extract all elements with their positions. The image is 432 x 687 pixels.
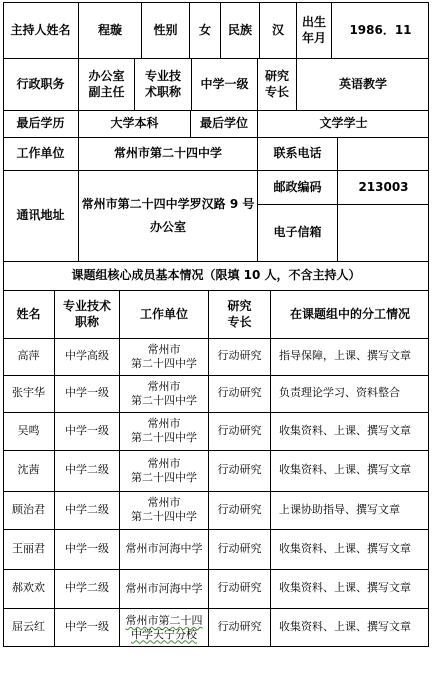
member-unit-line-2: 第二十四中学 [131, 510, 197, 523]
member-unit [120, 375, 208, 412]
address-line-1: 常州市第二十四中学罗汉路 9 号 [81, 196, 255, 211]
member-unit-line-1: 常州市 [147, 342, 181, 356]
birth-value: 1986．11 [349, 22, 412, 37]
address-label: 通讯地址 [16, 208, 65, 223]
member-unit [120, 338, 208, 375]
members-header-name: 姓名 [16, 306, 41, 321]
member-title: 中学二级 [65, 581, 109, 595]
postcode-value: 213003 [358, 179, 409, 194]
member-specialty: 行动研究 [217, 502, 262, 516]
member-name: 王丽君 [12, 541, 45, 555]
email-label: 电子信箱 [273, 225, 322, 240]
members-header-role: 在课题组中的分工情况 [289, 306, 410, 321]
host-name-value: 程璇 [97, 22, 122, 37]
member-name: 高萍 [17, 349, 40, 363]
member-unit-line-1: 常州市 [147, 496, 181, 510]
members-header-specialty-line-1: 研究 [227, 298, 252, 313]
phone-value [338, 137, 429, 170]
member-role: 收集资料、上课、撰写文章 [279, 541, 411, 555]
ethnicity-value: 汉 [271, 22, 284, 37]
admin-position-value [79, 58, 134, 110]
specialty-label [258, 58, 296, 110]
member-unit-line-2: 第二十四中学 [131, 470, 197, 484]
degree-label: 最后学位 [199, 116, 248, 131]
member-title: 中学二级 [65, 502, 109, 516]
member-unit-line-2: 第二十四中学 [131, 393, 197, 407]
member-specialty: 行动研究 [217, 620, 262, 634]
member-unit [120, 529, 208, 569]
member-unit-line-1: 常州市第二十四 [125, 613, 203, 627]
pro-title-label-line-2: 术职称 [144, 85, 181, 99]
specialty-label-line-1: 研究 [264, 68, 289, 83]
member-unit [120, 412, 208, 450]
admin-position-label: 行政职务 [16, 76, 65, 91]
member-unit-line-2: 中学天宁分校 [131, 627, 197, 641]
degree-value: 文学学士 [319, 116, 368, 131]
member-title: 中学一级 [65, 386, 109, 400]
member-title: 中学二级 [65, 463, 109, 477]
work-unit-value: 常州市第二十四中学 [113, 146, 222, 161]
member-specialty: 行动研究 [217, 386, 262, 400]
members-header-title-line-1: 专业技术 [62, 298, 111, 313]
member-role: 负责理论学习、资料整合 [279, 386, 400, 400]
member-row-partial [3, 647, 429, 687]
member-name: 吴鸣 [17, 423, 40, 437]
admin-position-line-1: 办公室 [88, 68, 125, 83]
member-role: 指导保障，上课、撰写文章 [279, 349, 411, 363]
member-role: 收集资料、上课、撰写文章 [279, 423, 411, 437]
pro-title-label [135, 58, 191, 110]
education-label: 最后学历 [16, 116, 65, 131]
members-header-title [55, 290, 119, 338]
admin-position-line-2: 副主任 [88, 85, 125, 99]
postcode-label: 邮政编码 [273, 179, 322, 194]
member-unit [120, 491, 208, 529]
members-header-specialty-line-2: 专长 [227, 315, 252, 329]
member-name: 沈茜 [17, 463, 40, 477]
member-unit [120, 608, 208, 647]
application-form [3, 2, 429, 647]
member-title: 中学一级 [65, 541, 109, 555]
member-unit [120, 450, 208, 491]
education-value: 大学本科 [110, 116, 159, 131]
phone-label: 联系电话 [273, 146, 322, 161]
member-unit-line-1: 常州市 [147, 379, 181, 393]
member-unit-line-1: 常州市河海中学 [125, 542, 203, 556]
ethnicity-label: 民族 [227, 22, 252, 37]
address-value [79, 170, 257, 261]
email-value [338, 204, 429, 261]
gender-value: 女 [198, 22, 211, 37]
host-name-label: 主持人姓名 [10, 22, 71, 37]
member-unit-line-2: 第二十四中学 [131, 431, 197, 444]
members-header-specialty [209, 290, 270, 338]
member-title: 中学一级 [65, 620, 109, 634]
specialty-value: 英语教学 [338, 76, 387, 91]
member-specialty: 行动研究 [217, 541, 262, 555]
member-specialty: 行动研究 [217, 463, 262, 477]
member-role: 收集资料、上课、撰写文章 [279, 581, 411, 595]
birth-label [297, 2, 331, 58]
member-specialty: 行动研究 [217, 349, 262, 363]
member-role: 收集资料、上课、撰写文章 [279, 463, 411, 477]
member-specialty: 行动研究 [217, 423, 262, 437]
pro-title-value: 中学一级 [200, 76, 249, 91]
member-title: 中学一级 [65, 423, 109, 437]
pro-title-label-line-1: 专业技 [144, 68, 181, 83]
gender-label: 性别 [153, 22, 178, 37]
birth-label-line-2: 年月 [301, 31, 326, 45]
member-name: 郝欢欢 [12, 581, 45, 595]
member-unit-line-1: 常州市 [147, 456, 181, 470]
member-role: 上课协助指导、撰写文章 [279, 502, 400, 516]
member-name: 张宇华 [12, 386, 45, 400]
member-title: 中学高级 [65, 349, 109, 363]
member-unit-line-1: 常州市河海中学 [125, 581, 203, 595]
members-header-unit: 工作单位 [139, 306, 188, 321]
work-unit-label: 工作单位 [16, 146, 65, 161]
member-name: 顾治君 [12, 502, 45, 516]
member-unit-line-1: 常州市 [147, 417, 181, 431]
members-section-title: 课题组核心成员基本情况（限填 10 人，不含主持人） [71, 268, 361, 283]
members-header-title-line-2: 职称 [74, 315, 99, 329]
address-line-2: 办公室 [149, 219, 186, 234]
specialty-label-line-2: 专长 [264, 85, 289, 99]
member-unit [120, 569, 208, 608]
member-specialty: 行动研究 [217, 581, 262, 595]
member-role: 收集资料、上课、撰写文章 [279, 620, 411, 634]
member-unit-line-2: 第二十四中学 [131, 356, 197, 370]
birth-label-line-1: 出生 [301, 14, 326, 29]
member-name: 屈云红 [12, 620, 45, 634]
